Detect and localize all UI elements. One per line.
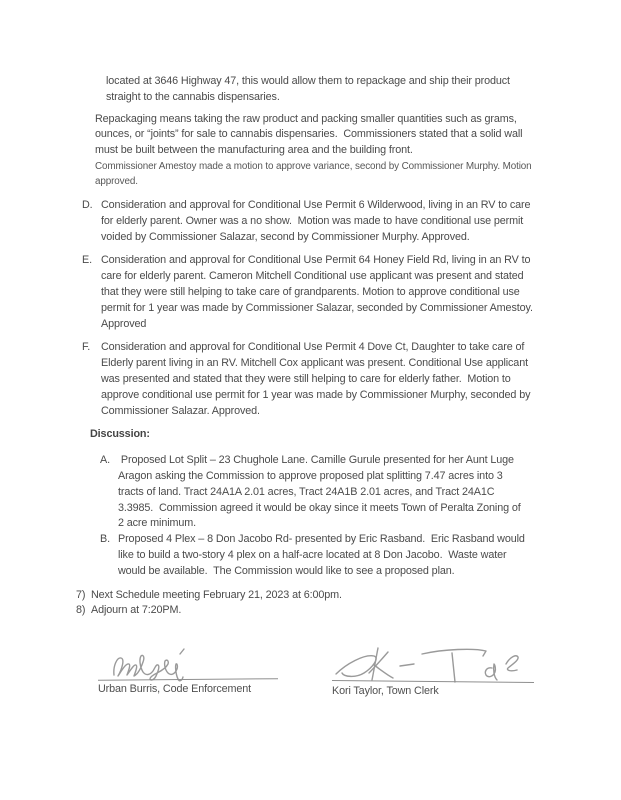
signature-block-code-enforcement: [98, 648, 283, 695]
document-body: [0, 74, 621, 619]
consideration-item-list: [82, 198, 541, 419]
list-item: [82, 198, 541, 245]
list-marker: F.: [82, 341, 91, 354]
list-marker: E.: [82, 254, 92, 267]
signature-block-town-clerk: [332, 644, 547, 697]
paragraph-intro-continuation: located at 3646 Highway 47, this would allow them to repackage and ship their product straight to the cannabis dispensaries.: [106, 75, 513, 103]
list-item: [76, 588, 546, 604]
list-item: [82, 340, 541, 419]
list-item-text: Consideration and approval for Conditional Use Permit 64 Honey Field Rd, living in an RV to care for elderly parent. Cameron Mitchell Conditional use applicant was present and stated that they were still helping to take care of grandparents. Motion to approve conditional use permit for 1 year was made by Commissioner Salazar, seconded by Commissioner Amestoy. Approved: [101, 254, 536, 330]
list-marker: 7): [76, 588, 86, 601]
paragraph-repackaging: Repackaging means taking the raw product and packing smaller quantities such as grams, ounces, or “joints” for sale to cannabis dispensaries. Commissioners stated that a solid wall must be built between the manufacturing area and the building front.: [95, 112, 526, 157]
closing-item-list: [76, 588, 546, 620]
list-item-text: Proposed Lot Split – 23 Chughole Lane. Camille Gurule presented for her Aunt Luge Aragon asking the Commission to approve proposed plat splitting 7.47 acres into 3 tracts of land. Tract 24A1A 2.01 acres, Tract 24A1B 2.01 acres, and Tract 24A1C 3.3985. Commission agreed it would be okay since it meets Town of Peralta Zoning of 2 acre minimum.: [118, 454, 524, 530]
list-item-text: Proposed 4 Plex – 8 Don Jacobo Rd- presented by Eric Rasband. Eric Rasband would like to build a two-story 4 plex on a half-acre located at 8 Don Jacobo. Waste water would be available. The Commission would like to see a proposed plan.: [118, 533, 528, 577]
list-marker: 8): [76, 604, 86, 617]
list-marker: A.: [100, 454, 110, 467]
signature-name-title: Urban Burris, Code Enforcement: [98, 683, 252, 695]
list-item: [76, 603, 546, 619]
discussion-heading: Discussion:: [90, 428, 150, 441]
list-item: [82, 253, 541, 332]
list-item: [100, 453, 528, 532]
handwritten-signature-urban-burris-icon: [110, 648, 205, 682]
paragraph-motion-note: Commissioner Amestoy made a motion to approve variance, second by Commissioner Murphy. Motion approved.: [95, 160, 535, 187]
list-marker: D.: [82, 198, 93, 211]
list-item-text: Next Schedule meeting February 21, 2023 at 6:00pm.: [91, 588, 342, 601]
list-item: [100, 532, 528, 579]
signature-name-title: Kori Taylor, Town Clerk: [332, 685, 439, 697]
list-item-text: Consideration and approval for Conditional Use Permit 4 Dove Ct, Daughter to take care of Elderly parent living in an RV. Mitchell Cox applicant was present. Conditional Use applicant was presented and stated that they were still helping to care for elderly father. Motion to approve conditional use permit for 1 year was made by Commissioner Murphy, seconded by Commissioner Salazar. Approved.: [101, 341, 534, 417]
discussion-item-list: [100, 453, 528, 579]
list-marker: B.: [100, 533, 110, 546]
list-item-text: Consideration and approval for Conditional Use Permit 6 Wilderwood, living in an RV to care for elderly parent. Owner was a no show. Motion was made to have conditional use permit voided by Commissioner Salazar, second by Commissioner Murphy. Approved.: [101, 198, 534, 243]
list-item-text: Adjourn at 7:20PM.: [91, 604, 182, 617]
